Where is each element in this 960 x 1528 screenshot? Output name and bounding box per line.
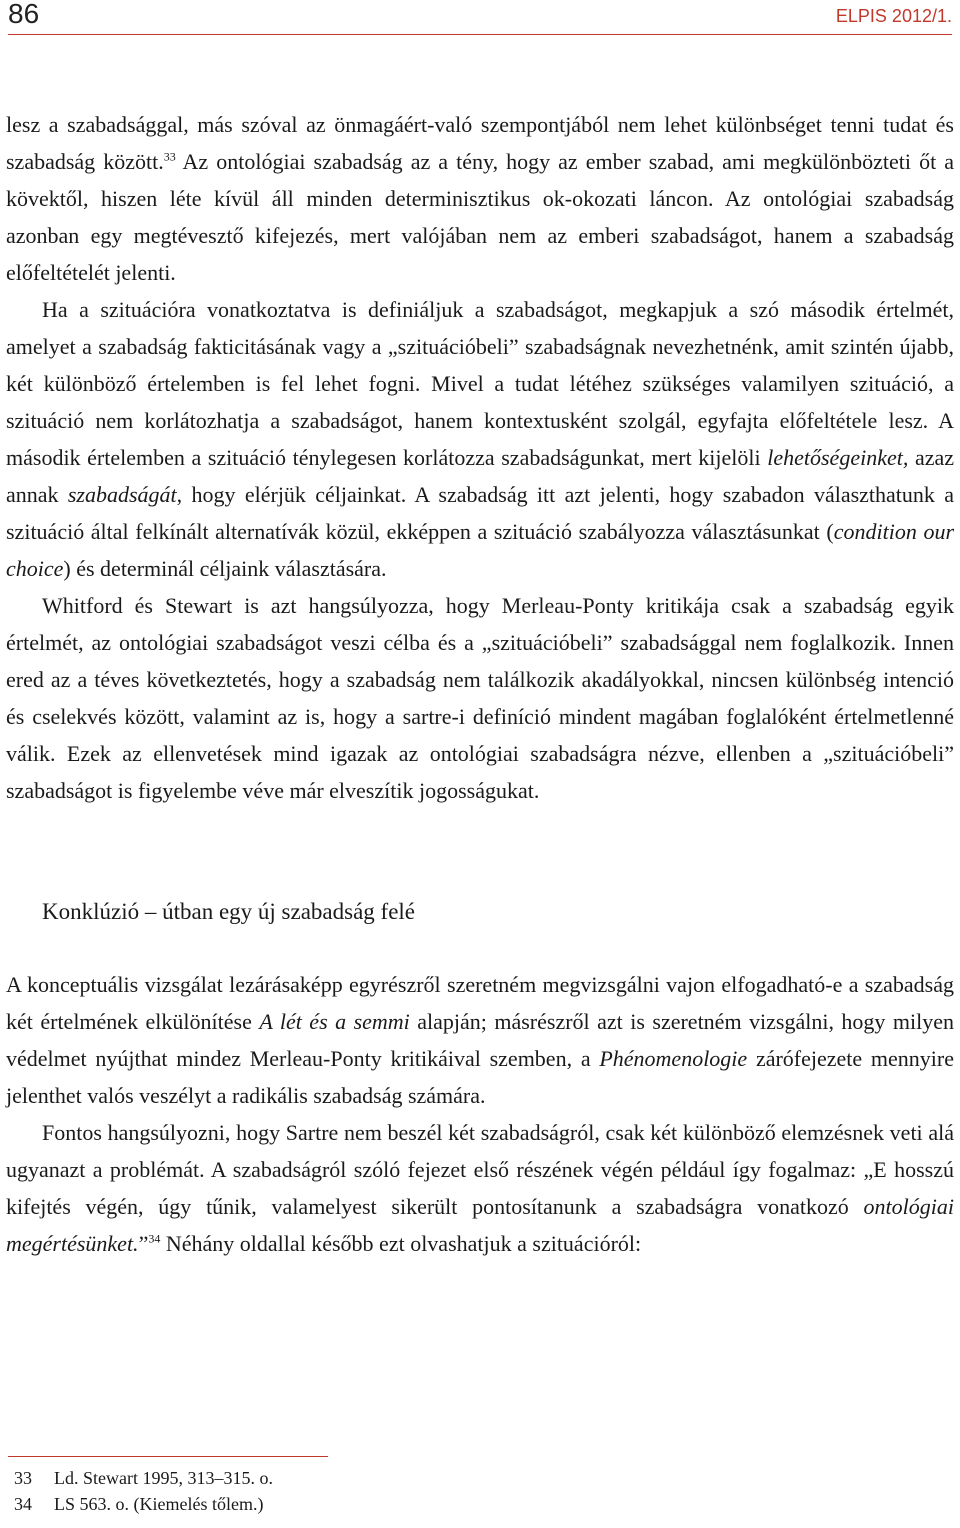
footnote-divider — [8, 1456, 328, 1457]
page-header — [8, 0, 952, 35]
footnotes — [8, 1456, 408, 1517]
footnote-34: 34 LS 563. o. (Kiemelés tőlem.) — [14, 1494, 264, 1514]
section-heading: Konklúzió – útban egy új szabadság felé — [42, 899, 415, 924]
paragraph-5: Fontos hangsúlyozni, hogy Sartre nem beszél két szabadságról, csak két különböző elemzésnek veti alá ugyanazt a problémát. A szabadságról szóló fejezet első részének végén például így fogalmaz: „E hosszú kifejtés végén, úgy tűnik, valamelyest sikerült pontosítanunk a szabadságra vonatkozó ontológiai megértésünket.”$^{34}$ Néhány oldallal később ezt olvashatjuk a szituációról: — [6, 1120, 954, 1256]
journal-title: ELPIS 2012/1. — [835, 6, 952, 26]
paragraph-4: A konceptuális vizsgálat lezárásaképp egyrészről szeretném megvizsgálni vajon elfogadható-e a szabadság két értelmének elkülönítése A lét és a semmi alapján; másrészről azt is szeretném vizsgálni, hogy milyen védelmet nyújthat mindez Merleau-Ponty kritikáival szemben, a Phénomenologie zárófejezete mennyire jelenthet valós veszélyt a radikális szabadság számára. — [6, 972, 955, 1108]
page-number: 86 — [8, 0, 40, 29]
main-text — [6, 106, 954, 1262]
footnote-33: 33 Ld. Stewart 1995, 313–315. o. — [14, 1468, 273, 1488]
footnote-ref-33[interactable]: 33 — [163, 149, 176, 164]
paragraph-1: lesz a szabadsággal, más szóval az önmagáért-való szempontjából nem lehet különbséget tenni tudat és szabadság között.$^{33}$ Az ontológiai szabadság az a tény, hogy az ember szabad, ami megkülönbözteti őt a kövektől, hiszen léte kívül áll minden determinisztikus ok-okozati láncon. Az ontológiai szabadság azonban egy megtévesztő kifejezés, mert valójában nem az emberi szabadságot, hanem a szabadság előfeltételét jelenti. — [6, 112, 954, 285]
paragraph-2: Ha a szituációra vonatkoztatva is definiáljuk a szabadságot, megkapjuk a szó második értelmét, amelyet a szabadság fakticitásának vagy a „szituációbeli” szabadságnak nevezhetnénk, amit szintén újabb, két különböző értelemben is fel lehet fogni. Mivel a tudat létéhez szükséges valamilyen szituáció, a szituáció nem korlátozhatja a szabadságot, hanem kontextusként szolgál, egyfajta előfeltétele lesz. A második értelemben a szituáció ténylegesen korlátozza szabadságunkat, mert kijelöli lehetőségeinket, azaz annak szabadságát, hogy elérjük céljainkat. A szabadság itt azt jelenti, hogy szabadon választhatunk a szituáció által felkínált alternatívák közül, ekképpen a szituáció szabályozza választásunkat (condition our choice) és determinál céljaink választására. — [6, 297, 955, 581]
footnote-ref-34[interactable]: 34 — [148, 1231, 161, 1246]
paragraph-3: Whitford és Stewart is azt hangsúlyozza, hogy Merleau-Ponty kritikája csak a szabadság egyik értelmét, az ontológiai szabadságot veszi célba és a „szituációbeli” szabadsággal nem foglalkozik. Innen ered az a téves következtetés, hogy a szabadság nem találkozik akadályokkal, nincsen különbség intenció és cselekvés között, valamint az is, hogy a sartre-i definíció mindent magában foglalóként értelmetlenné válik. Ezek az ellenvetések mind igazak az ontológiai szabadságra nézve, ellenben a „szituációbeli” szabadságot is figyelembe véve már elveszítik jogosságukat. — [6, 593, 954, 803]
